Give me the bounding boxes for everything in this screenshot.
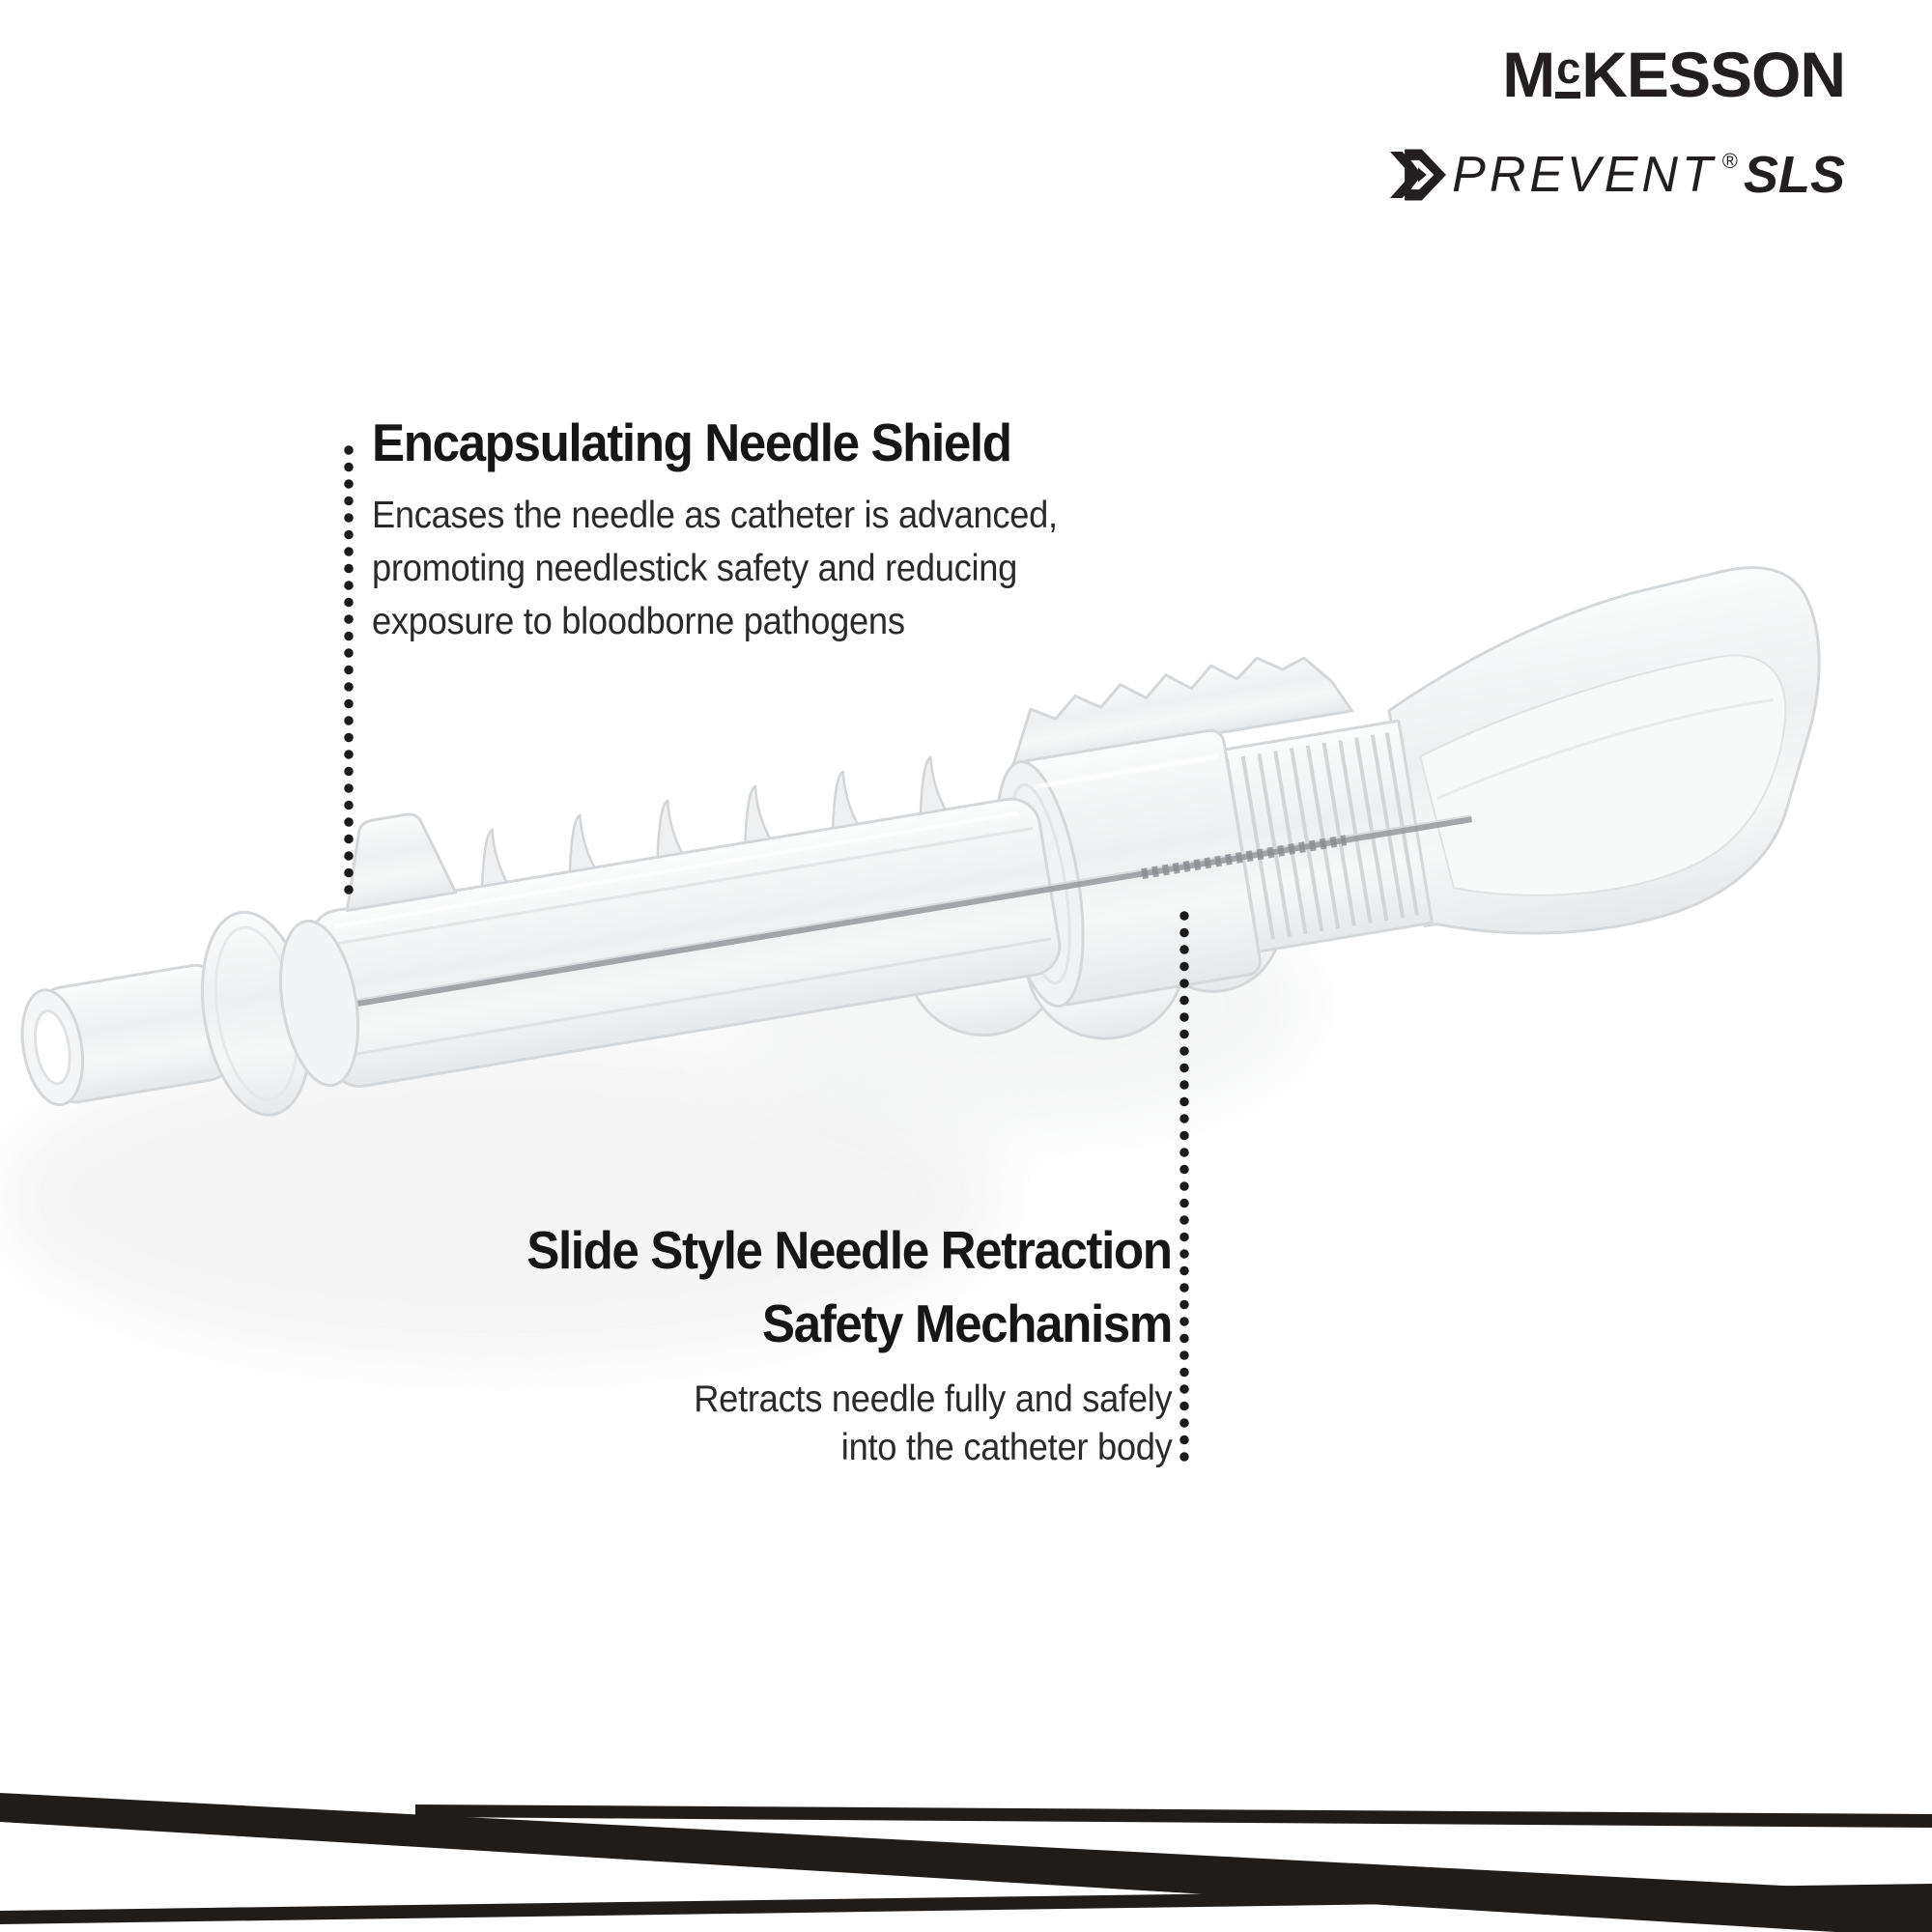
title-line: Safety Mechanism xyxy=(761,1293,1172,1353)
logo-kesson: KESSON xyxy=(1581,39,1845,110)
title-line: Slide Style Needle Retraction xyxy=(526,1220,1172,1280)
annotation-body xyxy=(372,489,1109,648)
logo-m: M xyxy=(1502,39,1555,110)
registered-mark: ® xyxy=(1721,149,1738,173)
annotation-title xyxy=(478,1213,1172,1360)
logo-underlined-c: c xyxy=(1555,46,1580,99)
double-chevron-right-icon xyxy=(1390,145,1446,205)
annotation-retraction-mechanism xyxy=(478,1213,1172,1472)
annotation-title xyxy=(372,406,1109,479)
body-line: promoting needlestick safety and reducing xyxy=(372,548,1018,589)
product-name: PREVENT xyxy=(1452,147,1717,203)
prevent-sls-logo xyxy=(1390,145,1845,205)
bottom-stripe-decoration xyxy=(0,1793,1932,1932)
body-line: into the catheter body xyxy=(840,1427,1172,1468)
mckesson-logo xyxy=(1390,39,1845,110)
body-line: Encases the needle as catheter is advanced, xyxy=(372,495,1058,536)
product-suffix: SLS xyxy=(1743,146,1845,204)
annotation-needle-shield xyxy=(372,406,1109,648)
body-line: exposure to bloodborne pathogens xyxy=(372,601,905,642)
brand-block xyxy=(1390,39,1845,205)
annotation-body xyxy=(478,1376,1172,1472)
body-line: Retracts needle fully and safely xyxy=(693,1378,1172,1420)
annotation-title-text: Encapsulating Needle Shield xyxy=(372,412,1011,472)
